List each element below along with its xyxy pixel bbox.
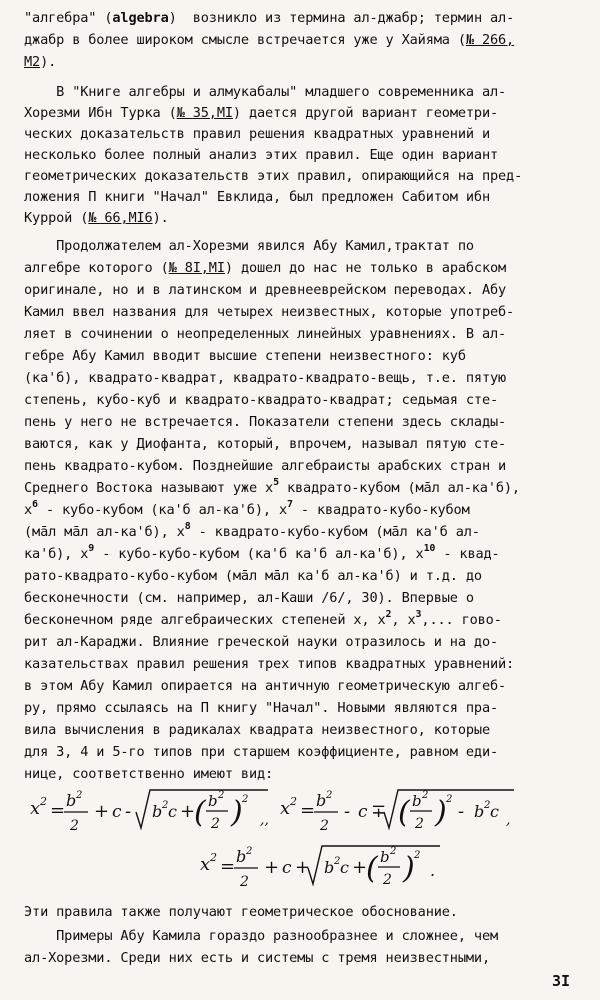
svg-text:-: - [458,801,465,822]
svg-text:,,: ,, [260,812,269,828]
text-line-1: "алгебра" (algebra) возникло из термина ал-джабр; термин ал- [24,10,515,26]
text-line-37: Примеры Абу Камила гораздо разнообразнее и сложнее, чем [24,928,499,944]
formula-2 [280,790,514,834]
text-line-38: ал-Хорезми. Среди них есть и системы с тремя неизвестными, [24,950,490,966]
svg-text:+: + [180,801,196,822]
svg-text:2: 2 [242,794,249,805]
formula-1 [30,790,269,834]
text-line-28: бесконечном ряде алгебраических степеней x, $x^2$, $x^3$,... гово- [24,609,502,628]
svg-text:b: b [152,802,163,821]
svg-text:=: = [300,800,316,821]
svg-text:2: 2 [326,790,333,801]
svg-text:2: 2 [40,795,47,808]
svg-text:b: b [474,802,485,821]
text-line-18: степень, кубо-куб и квадрато-квадрато-квадрат; седьмая сте- [24,392,499,408]
text-line-12: алгебре которого (№ 8I,МI) дошел до нас не только в арабском [24,260,507,276]
svg-text:c: c [282,858,292,878]
text-line-11: Продолжателем ал-Хорезми явился Абу Камил,трактат по [24,238,474,254]
text-line-2: джабр в более широком смысле встречается уже у Хайяма (№ 266, [24,32,515,48]
svg-text:b: b [66,791,77,810]
text-line-4: В "Книге алгебры и алмукабалы" младшего современника ал- [24,84,507,100]
svg-text:+: + [264,857,280,878]
text-line-9: ложения П книги "Начал" Евклида, был предложен Сабитом ибн [24,189,490,205]
text-line-10: Куррой (№ 66,МI6). [24,210,169,226]
svg-text:2: 2 [210,851,217,864]
text-line-29: рит ал-Караджи. Влияние греческой науки отразилось и на до- [24,634,499,650]
text-line-14: Камил ввел названия для четырех неизвестных, которые употреб- [24,304,515,320]
svg-text:=: = [220,856,236,877]
text-line-21: пень квадрато-кубом. Позднейшие алгебраисты арабских стран и [24,458,507,474]
svg-text:2: 2 [484,800,491,811]
text-line-19: пень у него не встречается. Показатели степени здесь склады- [24,414,507,430]
svg-text:c: c [112,802,122,822]
svg-text:): ) [231,795,243,830]
svg-text:=: = [50,800,66,821]
text-line-3: М2). [24,54,57,70]
svg-text:b: b [236,847,247,866]
svg-text:2: 2 [70,818,79,834]
text-line-36: Эти правила также получают геометрическое обоснование. [24,904,458,920]
svg-text:2: 2 [211,816,220,832]
text-line-34: для 3, 4 и 5-го типов при старшем коэффициенте, равном еди- [24,744,499,760]
svg-text:x: x [280,798,291,819]
text-line-15: ляет в сочинении о неопределенных линейных уравнениях. В ал- [24,326,507,342]
text-line-7: несколько более полный анализ этих правил. Еще один вариант [24,147,499,163]
text-line-35: нице, соответственно имеют вид: [24,766,274,782]
svg-text:2: 2 [415,816,424,832]
svg-text:+: + [352,857,368,878]
svg-text:b: b [208,792,218,810]
text-line-30: казательствах правил решения трех типов квадратных уравнений: [24,656,515,672]
svg-text:2: 2 [422,790,429,801]
svg-text:(: ( [398,795,410,830]
text-line-23: $x^6$ - кубо-кубом (ка'б ал-ка'б), $x^7$ - квадрато-кубо-кубом [24,499,470,518]
svg-text:2: 2 [290,795,297,808]
text-line-32: ру, прямо ссылаясь на П книгу "Начал". Новыми являются пра- [24,700,499,716]
svg-text:(: ( [194,795,206,830]
text-line-22: Среднего Востока называют уже $x^5$ квадрато-кубом (мāл ал-ка'б), [24,477,520,496]
svg-text:+: + [295,857,311,878]
svg-text:2: 2 [320,818,329,834]
svg-text:-: - [125,801,132,822]
text-line-26: рато-квадрато-кубо-кубом (мāл мāл ка'б ал-ка'б) и т.д. до [24,568,482,584]
text-line-13: оригинале, но и в латинском и древнееврейском переводах. Абу [24,282,507,298]
text-line-8: геометрических доказательств этих правил, опирающийся на пред- [24,168,523,184]
svg-text:): ) [435,795,447,830]
text-line-20: ваются, как у Диофанта, который, впрочем, называл пятую сте- [24,436,507,452]
svg-text:2: 2 [383,872,392,888]
svg-text:2: 2 [334,856,341,867]
svg-text:+: + [94,801,110,822]
quadratic-formulas [28,784,548,896]
svg-text:c: c [168,802,177,821]
svg-text:(: ( [366,851,378,886]
svg-text:c: c [490,802,499,821]
svg-text:b: b [324,858,335,877]
svg-text:c: c [358,802,368,822]
text-line-17: (ка'б), квадрато-квадрат, квадрато-квадрато-вещь, т.е. пятую [24,370,507,386]
text-line-31: в этом Абу Камил опирается на античную геометрическую алгеб- [24,678,507,694]
svg-text:2: 2 [76,790,83,801]
text-line-25: ка'б), $x^9$ - кубо-кубо-кубом (ка'б ка'б ал-ка'б), $x^{10}$ - квад- [24,543,500,562]
svg-text:x: x [30,798,41,819]
text-line-33: вила вычисления в радикалах квадрата неизвестного, которые [24,722,490,738]
page-number: 3I [551,972,570,990]
svg-text:): ) [403,851,415,886]
svg-text:2: 2 [162,800,169,811]
text-line-24: (мāл мāл ал-ка'б), $x^8$ - квадрато-кубо-кубом (мāл ка'б ал- [24,521,480,540]
text-line-27: бесконечности (см. например, ал-Каши /6/, 30). Впервые о [24,590,474,606]
svg-text:x: x [200,854,211,875]
svg-text:-: - [344,801,351,822]
svg-text:,: , [506,812,511,828]
svg-text:b: b [380,848,390,866]
formula-3 [200,846,440,890]
text-line-5: Хорезми Ибн Турка (№ 35,МI) дается другой вариант геометри- [24,105,499,121]
svg-text:2: 2 [390,846,397,857]
svg-text:c: c [340,858,349,877]
svg-text:2: 2 [240,874,249,890]
svg-text:2: 2 [446,794,453,805]
svg-text:2: 2 [246,846,253,857]
svg-text:b: b [316,791,327,810]
svg-text:∓: ∓ [371,801,387,822]
svg-text:2: 2 [414,850,421,861]
text-line-6: ческих доказательств правил решения квадратных уравнений и [24,126,490,142]
svg-text:2: 2 [218,790,225,801]
text-line-16: гебре Абу Камил вводит высшие степени неизвестного: куб [24,348,466,364]
svg-text:.: . [430,861,436,880]
svg-text:b: b [412,792,422,810]
